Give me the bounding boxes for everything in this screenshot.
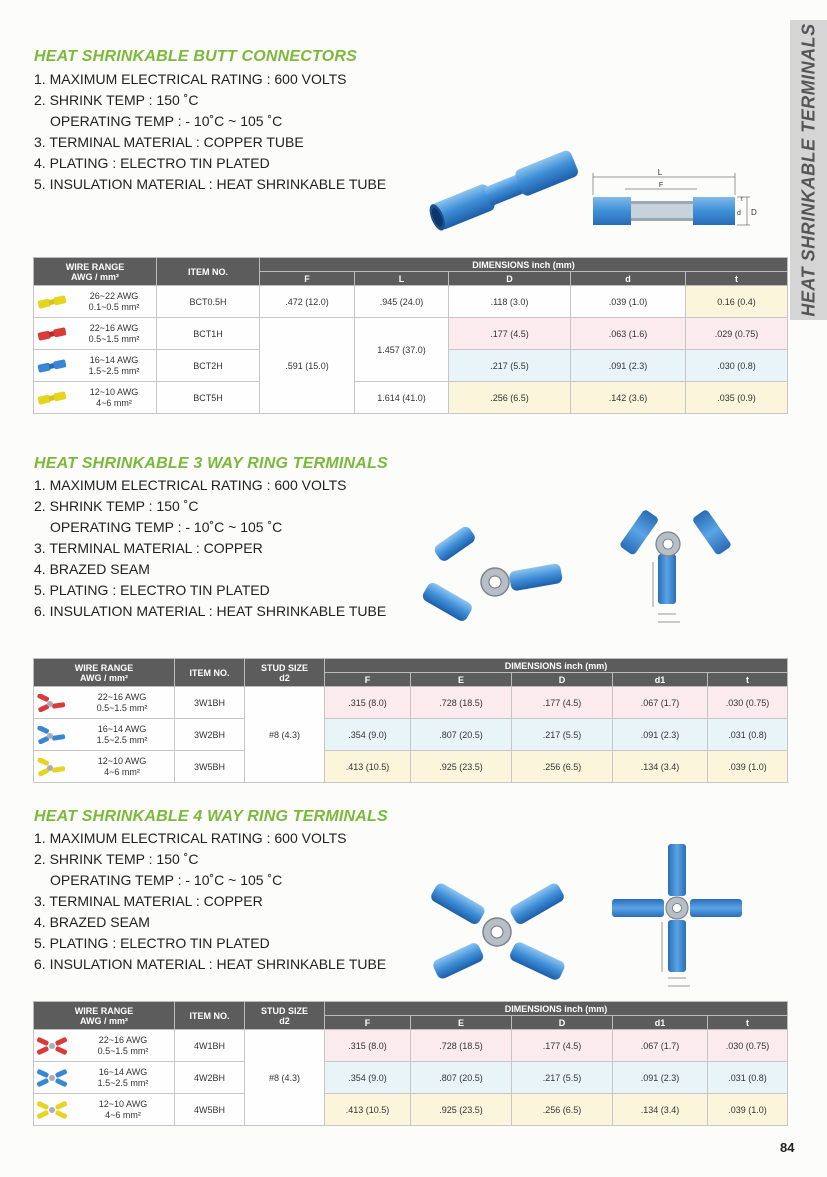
header-stud-size <box>245 1002 325 1030</box>
wire-range-cell <box>34 687 175 719</box>
t-cell: .031 (0.8) <box>708 1062 788 1094</box>
table-row <box>34 382 788 414</box>
table-row <box>34 751 788 783</box>
spec-list-butt-connectors <box>34 69 386 195</box>
awg-value: 12~10 AWG <box>98 1098 148 1109</box>
awg-value: 16~14 AWG <box>98 1066 148 1077</box>
table-row <box>34 318 788 350</box>
item-no-cell: 4W5BH <box>175 1094 245 1126</box>
item-no-cell: 4W1BH <box>175 1030 245 1062</box>
E-cell: .807 (20.5) <box>411 719 512 751</box>
stud-size-cell: #8 (4.3) <box>245 1030 325 1126</box>
col-d1: d1 <box>613 1016 708 1030</box>
wire-range-cell <box>34 1094 175 1126</box>
col-F: F <box>325 1016 411 1030</box>
stud-size-label: STUD SIZE <box>260 662 308 673</box>
header-item-no: ITEM NO. <box>157 258 260 286</box>
spec-item: 4. BRAZED SEAM <box>34 561 150 577</box>
d1-cell: .091 (2.3) <box>613 1062 708 1094</box>
table-row <box>34 1094 788 1126</box>
awg-value: 22~16 AWG <box>89 322 139 333</box>
table-row <box>34 719 788 751</box>
t-cell: .039 (1.0) <box>708 1094 788 1126</box>
t-cell: .029 (0.75) <box>686 318 788 350</box>
spec-item: 1. MAXIMUM ELECTRICAL RATING : 600 VOLTS <box>34 477 347 493</box>
stud-size-label: STUD SIZE <box>260 1005 308 1016</box>
wire-range-label: WIRE RANGE <box>65 261 125 272</box>
F-cell: .413 (10.5) <box>325 1094 411 1126</box>
d-cell: .091 (2.3) <box>571 350 686 382</box>
spec-item: 5. PLATING : ELECTRO TIN PLATED <box>34 935 270 951</box>
3way-ring-dimension-drawing <box>598 492 758 632</box>
awg-value: 16~14 AWG <box>97 723 147 734</box>
header-item-no: ITEM NO. <box>175 659 245 687</box>
header-dimensions: DIMENSIONS inch (mm) <box>325 1002 788 1016</box>
E-cell: .925 (23.5) <box>411 751 512 783</box>
wire-range-label: WIRE RANGE <box>74 1005 134 1016</box>
awg-value: 22~16 AWG <box>98 1034 148 1045</box>
t-cell: .039 (1.0) <box>708 751 788 783</box>
D-cell: .118 (3.0) <box>449 286 571 318</box>
4way-ring-photo <box>425 880 575 980</box>
yellow-connector-icon <box>36 391 68 405</box>
col-E: E <box>411 673 512 687</box>
item-no-cell: BCT1H <box>157 318 260 350</box>
col-d1: d1 <box>613 673 708 687</box>
dim-label-L: L <box>657 168 663 177</box>
4way-ring-dimension-drawing <box>610 842 750 992</box>
spec-item: 2. SHRINK TEMP : 150 ˚C <box>34 92 199 108</box>
table-row <box>34 286 788 318</box>
wire-range-cell <box>34 1062 175 1094</box>
wire-range-cell <box>34 382 157 414</box>
F-cell: .413 (10.5) <box>325 751 411 783</box>
D-cell: .177 (4.5) <box>449 318 571 350</box>
col-E: E <box>411 1016 512 1030</box>
spec-list-4way-ring <box>34 828 386 975</box>
mm-value: 0.1~0.5 mm² <box>88 301 140 312</box>
yellow-connector-icon <box>36 295 68 309</box>
table-row <box>34 1062 788 1094</box>
awg-label: AWG / mm² <box>79 672 128 683</box>
mm-value: 1.5~2.5 mm² <box>88 365 140 376</box>
butt-connector-photo <box>420 140 590 235</box>
butt-connector-dimension-drawing <box>585 165 770 240</box>
spec-item: 5. INSULATION MATERIAL : HEAT SHRINKABLE TUBE <box>34 176 387 192</box>
d1-cell: .134 (3.4) <box>613 751 708 783</box>
d-cell: .063 (1.6) <box>571 318 686 350</box>
yellow-3way-icon <box>36 758 66 776</box>
mm-value: 0.5~1.5 mm² <box>88 333 140 344</box>
spec-item: 2. SHRINK TEMP : 150 ˚C <box>34 851 199 867</box>
D-cell: .256 (6.5) <box>449 382 571 414</box>
spec-item: OPERATING TEMP : - 10˚C ~ 105 ˚C <box>50 872 283 888</box>
L-cell: 1.614 (41.0) <box>355 382 449 414</box>
wire-range-cell <box>34 318 157 350</box>
spec-item: 4. PLATING : ELECTRO TIN PLATED <box>34 155 270 171</box>
3way-ring-table <box>33 658 788 783</box>
wire-range-cell <box>34 1030 175 1062</box>
blue-3way-icon <box>36 726 66 744</box>
col-t: t <box>708 1016 788 1030</box>
awg-value: 26~22 AWG <box>89 290 139 301</box>
col-F: F <box>260 272 355 286</box>
spec-item: 1. MAXIMUM ELECTRICAL RATING : 600 VOLTS <box>34 71 347 87</box>
E-cell: .728 (18.5) <box>411 1030 512 1062</box>
3way-ring-photo <box>420 520 570 630</box>
E-cell: .925 (23.5) <box>411 1094 512 1126</box>
table-row <box>34 687 788 719</box>
side-tab <box>790 20 827 320</box>
spec-item: 1. MAXIMUM ELECTRICAL RATING : 600 VOLTS <box>34 830 347 846</box>
F-cell: .472 (12.0) <box>260 286 355 318</box>
red-4way-icon <box>36 1037 68 1055</box>
item-no-cell: BCT0.5H <box>157 286 260 318</box>
red-3way-icon <box>36 694 66 712</box>
awg-value: 16~14 AWG <box>89 354 139 365</box>
awg-value: 22~16 AWG <box>97 691 147 702</box>
awg-label: AWG / mm² <box>70 271 119 282</box>
dim-label-t: t <box>741 197 743 203</box>
wire-range-cell <box>34 350 157 382</box>
awg-value: 12~10 AWG <box>97 755 147 766</box>
spec-item: 3. TERMINAL MATERIAL : COPPER TUBE <box>34 134 304 150</box>
d1-cell: .067 (1.7) <box>613 1030 708 1062</box>
D-cell: .177 (4.5) <box>512 1030 613 1062</box>
t-cell: .030 (0.8) <box>686 350 788 382</box>
wire-range-label: WIRE RANGE <box>74 662 134 673</box>
spec-item: 3. TERMINAL MATERIAL : COPPER <box>34 893 263 909</box>
E-cell: .807 (20.5) <box>411 1062 512 1094</box>
D-cell: .217 (5.5) <box>449 350 571 382</box>
spec-item: 5. PLATING : ELECTRO TIN PLATED <box>34 582 270 598</box>
col-F: F <box>325 673 411 687</box>
table-row <box>34 1030 788 1062</box>
F-cell: .315 (8.0) <box>325 1030 411 1062</box>
spec-item: OPERATING TEMP : - 10˚C ~ 105 ˚C <box>50 519 283 535</box>
butt-connector-table <box>33 257 788 414</box>
section-title-butt-connectors: HEAT SHRINKABLE BUTT CONNECTORS <box>34 48 357 65</box>
section-title-4way-ring: HEAT SHRINKABLE 4 WAY RING TERMINALS <box>34 808 388 825</box>
t-cell: .031 (0.8) <box>708 719 788 751</box>
item-no-cell: 4W2BH <box>175 1062 245 1094</box>
mm-value: 1.5~2.5 mm² <box>96 734 148 745</box>
item-no-cell: 3W1BH <box>175 687 245 719</box>
yellow-4way-icon <box>36 1101 68 1119</box>
D-cell: .217 (5.5) <box>512 1062 613 1094</box>
wire-range-cell <box>34 286 157 318</box>
header-stud-size <box>245 659 325 687</box>
awg-label: AWG / mm² <box>79 1015 128 1026</box>
4way-ring-table <box>33 1001 788 1126</box>
d1-cell: .091 (2.3) <box>613 719 708 751</box>
mm-value: 4~6 mm² <box>104 766 140 777</box>
L-merged-cell: 1.457 (37.0) <box>355 318 449 382</box>
item-no-cell: 3W5BH <box>175 751 245 783</box>
item-no-cell: 3W2BH <box>175 719 245 751</box>
item-no-cell: BCT2H <box>157 350 260 382</box>
mm-value: 4~6 mm² <box>96 397 132 408</box>
D-cell: .256 (6.5) <box>512 751 613 783</box>
dim-label-d: d <box>737 210 741 217</box>
col-D: D <box>512 1016 613 1030</box>
dim-label-F: F <box>658 182 664 189</box>
mm-value: 0.5~1.5 mm² <box>97 1045 149 1056</box>
mm-value: 1.5~2.5 mm² <box>97 1077 149 1088</box>
D-cell: .177 (4.5) <box>512 687 613 719</box>
d1-cell: .067 (1.7) <box>613 687 708 719</box>
d-cell: .142 (3.6) <box>571 382 686 414</box>
col-L: L <box>355 272 449 286</box>
section-title-3way-ring: HEAT SHRINKABLE 3 WAY RING TERMINALS <box>34 455 388 472</box>
side-tab-label: HEAT SHRINKABLE TERMINALS <box>798 23 818 317</box>
spec-item: 3. TERMINAL MATERIAL : COPPER <box>34 540 263 556</box>
stud-size-cell: #8 (4.3) <box>245 687 325 783</box>
col-d: d <box>571 272 686 286</box>
blue-connector-icon <box>36 359 68 373</box>
mm-value: 4~6 mm² <box>105 1109 141 1120</box>
dim-label-D: D <box>751 208 757 217</box>
t-cell: 0.16 (0.4) <box>686 286 788 318</box>
col-D: D <box>512 673 613 687</box>
wire-range-cell <box>34 751 175 783</box>
E-cell: .728 (18.5) <box>411 687 512 719</box>
spec-item: 6. INSULATION MATERIAL : HEAT SHRINKABLE TUBE <box>34 956 387 972</box>
F-cell: .354 (9.0) <box>325 1062 411 1094</box>
F-merged-cell: .591 (15.0) <box>260 318 355 414</box>
spec-item: 2. SHRINK TEMP : 150 ˚C <box>34 498 199 514</box>
F-cell: .315 (8.0) <box>325 687 411 719</box>
D-cell: .256 (6.5) <box>512 1094 613 1126</box>
t-cell: .030 (0.75) <box>708 1030 788 1062</box>
col-D: D <box>449 272 571 286</box>
header-wire-range <box>34 1002 175 1030</box>
awg-value: 12~10 AWG <box>89 386 139 397</box>
spec-item: 4. BRAZED SEAM <box>34 914 150 930</box>
header-dimensions: DIMENSIONS inch (mm) <box>325 659 788 673</box>
d-cell: .039 (1.0) <box>571 286 686 318</box>
spec-list-3way-ring <box>34 475 386 622</box>
red-connector-icon <box>36 327 68 341</box>
mm-value: 0.5~1.5 mm² <box>96 702 148 713</box>
col-t: t <box>686 272 788 286</box>
blue-4way-icon <box>36 1069 68 1087</box>
t-cell: .030 (0.75) <box>708 687 788 719</box>
header-dimensions: DIMENSIONS inch (mm) <box>260 258 788 272</box>
page-number: 84 <box>780 1140 795 1155</box>
header-wire-range <box>34 659 175 687</box>
header-wire-range <box>34 258 157 286</box>
stud-d2-label: d2 <box>279 1015 290 1026</box>
D-cell: .217 (5.5) <box>512 719 613 751</box>
item-no-cell: BCT5H <box>157 382 260 414</box>
stud-d2-label: d2 <box>279 672 290 683</box>
spec-item: 6. INSULATION MATERIAL : HEAT SHRINKABLE TUBE <box>34 603 387 619</box>
wire-range-cell <box>34 719 175 751</box>
header-item-no: ITEM NO. <box>175 1002 245 1030</box>
spec-item: OPERATING TEMP : - 10˚C ~ 105 ˚C <box>50 113 283 129</box>
L-cell: .945 (24.0) <box>355 286 449 318</box>
col-t: t <box>708 673 788 687</box>
F-cell: .354 (9.0) <box>325 719 411 751</box>
d1-cell: .134 (3.4) <box>613 1094 708 1126</box>
t-cell: .035 (0.9) <box>686 382 788 414</box>
